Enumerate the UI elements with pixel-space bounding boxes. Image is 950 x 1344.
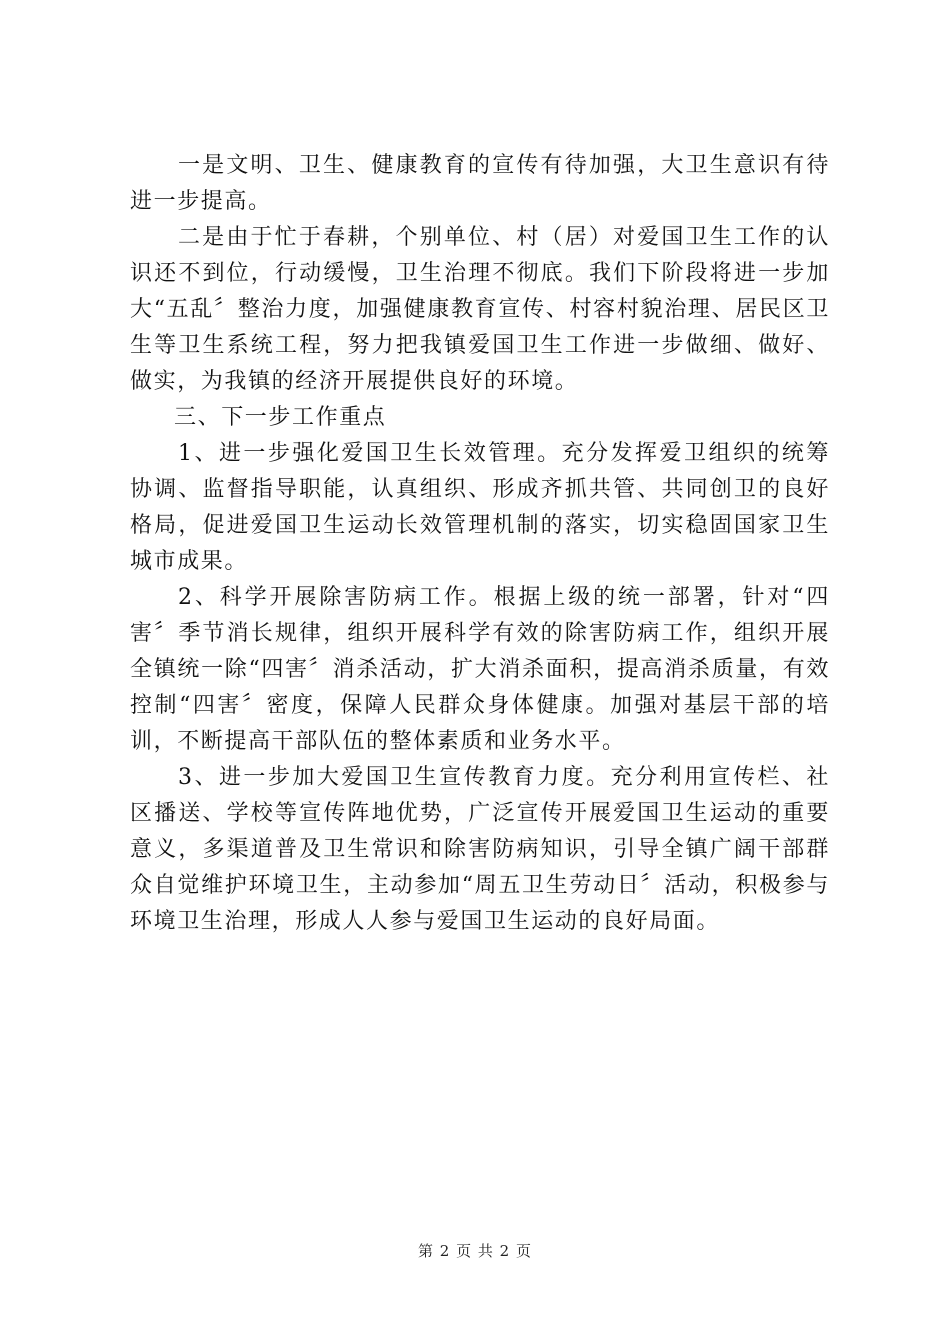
paragraph-issue-2: 二是由于忙于春耕，个别单位、村（居）对爱国卫生工作的认识还不到位，行动缓慢，卫生治理不彻底。我们下阶段将进一步加大“五乱〞整治力度，加强健康教育宣传、村容村貌治理、居民区卫生等卫生系统工程，努力把我镇爱国卫生工作进一步做细、做好、做实，为我镇的经济开展提供良好的环境。 <box>130 225 830 394</box>
document-body <box>130 148 830 940</box>
paragraph-issue-1: 一是文明、卫生、健康教育的宣传有待加强，大卫生意识有待进一步提高。 <box>130 153 830 214</box>
paragraph-point-1: 1、进一步强化爱国卫生长效管理。充分发挥爱卫组织的统筹协调、监督指导职能，认真组织、形成齐抓共管、共同创卫的良好格局，促进爱国卫生运动长效管理机制的落实，切实稳固国家卫生城市成果。 <box>130 441 830 574</box>
page-number-footer: 第 2 页 共 2 页 <box>418 1242 532 1260</box>
paragraph-point-3: 3、进一步加大爱国卫生宣传教育力度。充分利用宣传栏、社区播送、学校等宣传阵地优势，广泛宣传开展爱国卫生运动的重要意义，多渠道普及卫生常识和除害防病知识，引导全镇广阔干部群众自觉维护环境卫生，主动参加“周五卫生劳动日〞活动，积极参与环境卫生治理，形成人人参与爱国卫生运动的良好局面。 <box>130 765 830 934</box>
section-heading-next-steps: 三、下一步工作重点 <box>174 405 387 430</box>
paragraph-point-2: 2、科学开展除害防病工作。根据上级的统一部署，针对“四害〞季节消长规律，组织开展科学有效的除害防病工作，组织开展全镇统一除“四害〞消杀活动，扩大消杀面积，提高消杀质量，有效控制“四害〞密度，保障人民群众身体健康。加强对基层干部的培训，不断提高干部队伍的整体素质和业务水平。 <box>130 585 830 754</box>
